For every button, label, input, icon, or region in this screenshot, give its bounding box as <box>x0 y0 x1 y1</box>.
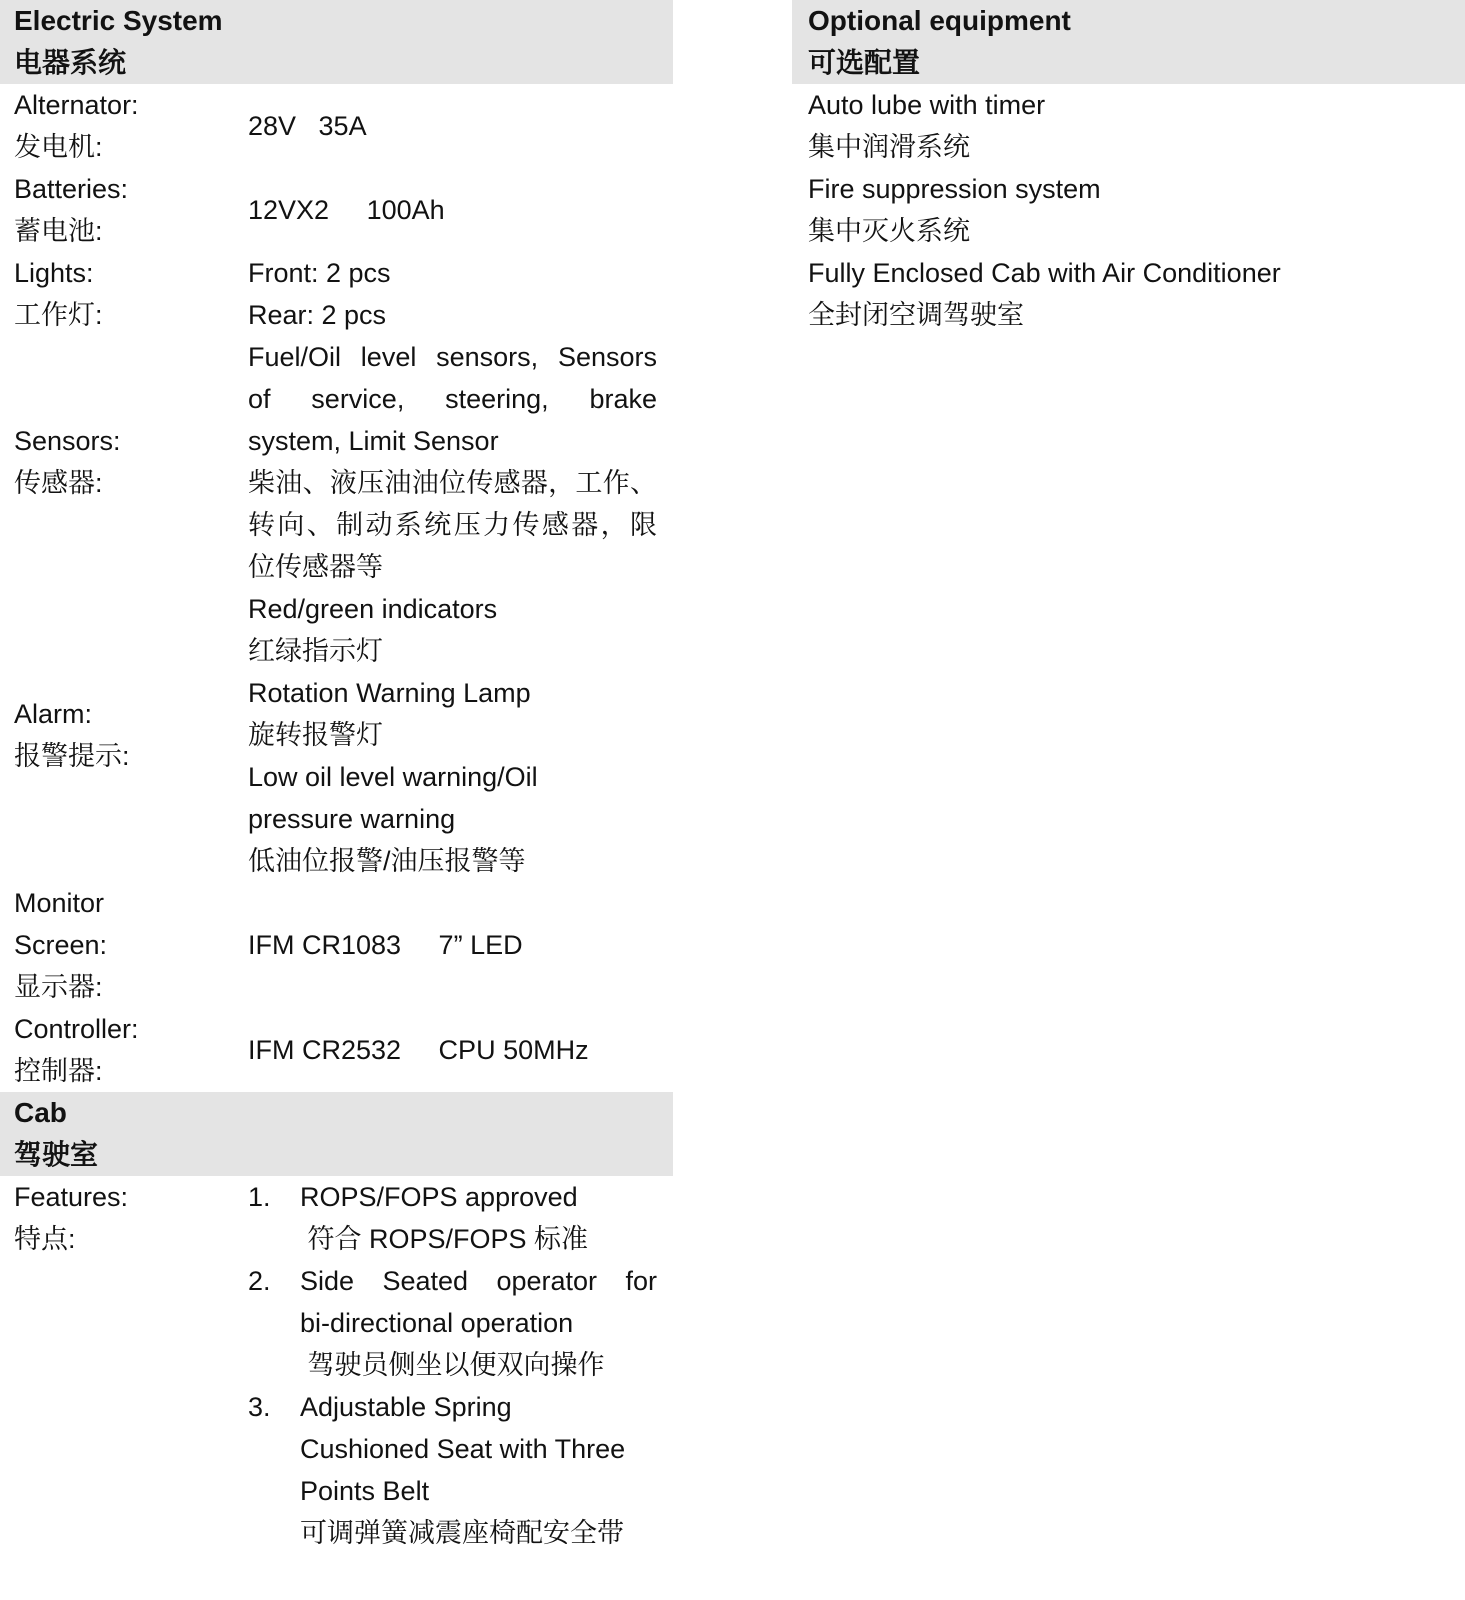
spec-value-line: system, Limit Sensor <box>248 426 499 456</box>
spec-label-line-en: Lights: <box>14 258 94 288</box>
spec-label-line-zh: 传感器: <box>14 468 103 498</box>
section-title-zh: 可选配置 <box>808 47 921 78</box>
spec-label-line-en: Alarm: <box>14 699 93 729</box>
spec-value-line: Red/green indicators <box>248 594 498 624</box>
section-title-zh: 驾驶室 <box>14 1139 99 1170</box>
optional-item: 全封闭空调驾驶室 <box>808 300 1024 330</box>
section-header-cab <box>0 1092 673 1176</box>
spec-label-line-zh: 发电机: <box>14 132 103 162</box>
spec-value-line: 位传感器等 <box>248 552 383 582</box>
spec-label <box>0 84 248 168</box>
section-title-en: Electric System <box>14 5 223 36</box>
spec-row-features <box>0 1176 673 1554</box>
spec-value-line: Front: 2 pcs <box>248 258 391 288</box>
optional-equipment-list <box>792 84 1465 336</box>
spec-value-line: IFM CR1083 7” LED <box>248 930 523 960</box>
right-column <box>792 0 1465 336</box>
optional-item: 集中灭火系统 <box>808 216 970 246</box>
feature-line: Side Seated operator for <box>300 1266 657 1296</box>
section-header-electric-system <box>0 0 673 84</box>
feature-line: ROPS/FOPS approved <box>300 1182 578 1212</box>
spec-label-line-en: Screen: <box>14 930 108 960</box>
spec-label-line-en: Sensors: <box>14 426 121 456</box>
section-title-en: Optional equipment <box>808 5 1071 36</box>
feature-line: 驾驶员侧坐以便双向操作 <box>300 1350 605 1380</box>
spec-value <box>248 1029 657 1071</box>
spec-row-controller <box>0 1008 673 1092</box>
spec-value <box>248 105 657 147</box>
spec-label <box>0 1176 248 1260</box>
section-header-optional-equipment <box>792 0 1465 84</box>
spec-value-line: 12VX2 100Ah <box>248 195 445 225</box>
spec-value-line: 旋转报警灯 <box>248 720 383 750</box>
optional-item: Fire suppression system <box>808 174 1101 204</box>
optional-item: 集中润滑系统 <box>808 132 970 162</box>
spec-value <box>248 588 657 882</box>
spec-label-line-zh: 报警提示: <box>14 741 130 771</box>
feature-line: 可调弹簧减震座椅配安全带 <box>300 1518 624 1548</box>
spec-value-line: 红绿指示灯 <box>248 636 383 666</box>
feature-number: 3. <box>248 1392 271 1422</box>
spec-label-line-en: Features: <box>14 1182 129 1212</box>
spec-row-lights <box>0 252 673 336</box>
optional-item: Fully Enclosed Cab with Air Conditioner <box>808 258 1281 288</box>
spec-value <box>248 336 657 588</box>
spec-value-line: Fuel/Oil level sensors, Sensors <box>248 342 657 372</box>
feature-text <box>300 1176 657 1260</box>
spec-label <box>0 1008 248 1092</box>
features-list <box>248 1176 657 1554</box>
spec-label <box>0 693 248 777</box>
spec-value-line: Low oil level warning/Oil <box>248 762 538 792</box>
spec-value-line: of service, steering, brake <box>248 384 657 414</box>
spec-label-line-zh: 显示器: <box>14 972 103 1002</box>
spec-value-line: pressure warning <box>248 804 456 834</box>
spec-label-line-zh: 特点: <box>14 1224 76 1254</box>
spec-label <box>0 252 248 336</box>
feature-text <box>300 1260 657 1386</box>
spec-label-line-zh: 控制器: <box>14 1056 103 1086</box>
feature-number: 2. <box>248 1266 271 1296</box>
spec-label-line-en: Batteries: <box>14 174 129 204</box>
spec-value-line: 转向、制动系统压力传感器，限 <box>248 510 657 540</box>
feature-item <box>248 1386 657 1554</box>
feature-line: bi-directional operation <box>300 1308 574 1338</box>
spec-label <box>0 420 248 504</box>
spec-label-line-en: Alternator: <box>14 90 139 120</box>
spec-value-line: 28V 35A <box>248 111 367 141</box>
spec-value <box>248 252 657 336</box>
section-title-en: Cab <box>14 1097 67 1128</box>
spec-label-line-zh: 工作灯: <box>14 300 103 330</box>
spec-row-sensors <box>0 336 673 588</box>
spec-value <box>248 924 657 966</box>
spec-label-line-en: Monitor <box>14 888 105 918</box>
feature-item <box>248 1176 657 1260</box>
spec-value-line: 低油位报警/油压报警等 <box>248 846 526 876</box>
spec-value-line: 柴油、液压油油位传感器，工作、 <box>248 468 657 498</box>
feature-line: Cushioned Seat with Three <box>300 1434 626 1464</box>
feature-line: Adjustable Spring <box>300 1392 512 1422</box>
section-title-zh: 电器系统 <box>14 47 127 78</box>
spec-row-batteries <box>0 168 673 252</box>
spec-label <box>0 882 248 1008</box>
left-column <box>0 0 673 1554</box>
spec-value-line: Rotation Warning Lamp <box>248 678 531 708</box>
feature-text <box>300 1386 657 1554</box>
feature-number: 1. <box>248 1182 271 1212</box>
optional-item: Auto lube with timer <box>808 90 1046 120</box>
spec-label-line-en: Controller: <box>14 1014 139 1044</box>
feature-line: Points Belt <box>300 1476 430 1506</box>
feature-item <box>248 1260 657 1386</box>
spec-value-line: IFM CR2532 CPU 50MHz <box>248 1035 589 1065</box>
spec-value-line: Rear: 2 pcs <box>248 300 387 330</box>
spec-row-alternator <box>0 84 673 168</box>
feature-line: 符合 ROPS/FOPS 标准 <box>300 1224 589 1254</box>
spec-row-monitor-screen <box>0 882 673 1008</box>
spec-label <box>0 168 248 252</box>
spec-label-line-zh: 蓄电池: <box>14 216 103 246</box>
spec-value <box>248 189 657 231</box>
spec-row-alarm <box>0 588 673 882</box>
